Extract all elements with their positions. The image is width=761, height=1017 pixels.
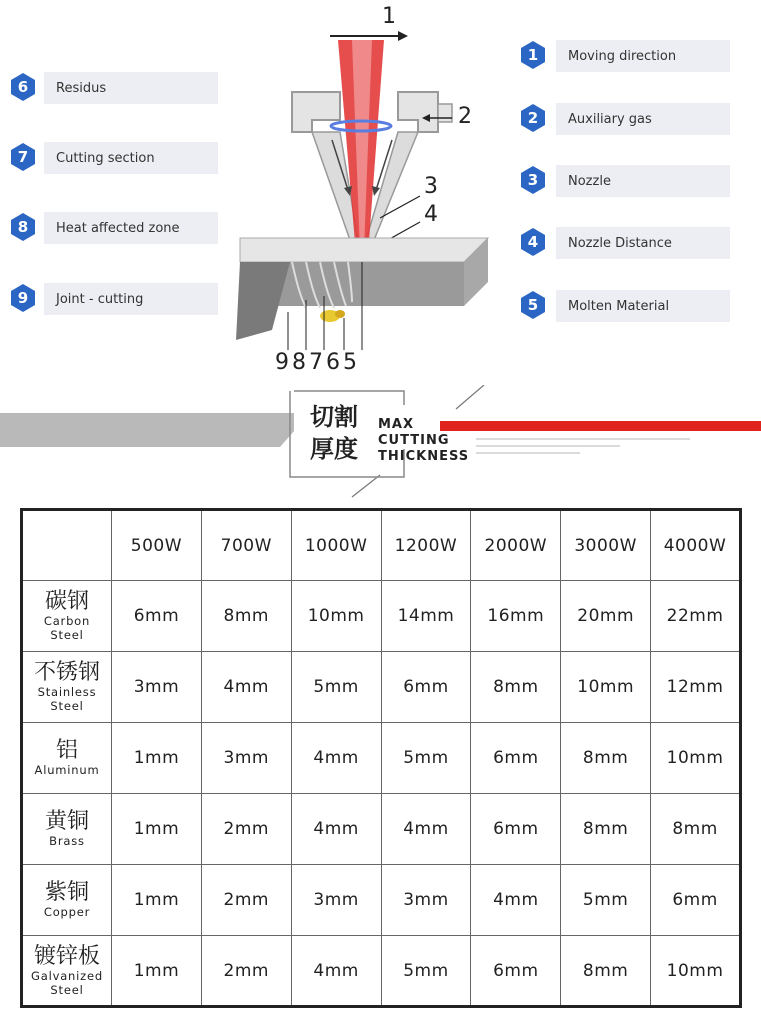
material-name-en: Galvanized [31,968,103,983]
material-name-en: Carbon [43,614,91,628]
legend-label-molten-material: Molten Material [556,290,730,322]
thickness-cell: 2mm [201,794,291,865]
material-name-cn: 镀锌板 [33,943,100,969]
thickness-cell: 4mm [291,723,381,794]
thickness-cell: 5mm [381,936,471,1007]
title-en-line1: MAX [378,417,415,432]
thickness-cell: 6mm [471,794,561,865]
number-4-hexagon-icon: 4 [518,227,548,257]
material-name-cn: 黄铜 [44,809,89,834]
title-cn-line1: 切割 [310,403,358,431]
material-label-cell [22,865,112,936]
material-name-cn: 碳钢 [44,589,89,614]
material-name-cn: 铝 [55,738,78,763]
thickness-cell: 1mm [112,936,202,1007]
thickness-cell: 4mm [471,865,561,936]
diagram-label-1: 1 [382,4,396,29]
thickness-cell: 3mm [112,652,202,723]
title-en-line3: THICKNESS [378,449,470,464]
material-name-en-2: Steel [50,628,84,642]
thickness-cell: 6mm [112,581,202,652]
thickness-cell: 12mm [651,652,741,723]
thickness-cell: 8mm [201,581,291,652]
thickness-cell: 10mm [651,723,741,794]
legend-label-nozzle: Nozzle [556,165,730,197]
number-8-hexagon-icon: 8 [8,212,38,242]
table-row [22,936,741,1007]
thickness-cell: 1mm [112,723,202,794]
thickness-cell: 6mm [651,865,741,936]
table-row [22,794,741,865]
number-3-hexagon-icon: 3 [518,165,548,195]
thickness-cell: 2mm [201,865,291,936]
thickness-cell: 5mm [561,865,651,936]
thickness-cell: 6mm [381,652,471,723]
thickness-cell: 8mm [471,652,561,723]
thickness-cell: 16mm [471,581,561,652]
column-header: 1000W [291,510,381,581]
thickness-cell: 8mm [651,794,741,865]
diagram-label-4: 4 [424,202,438,227]
number-5-hexagon-icon: 5 [518,290,548,320]
legend-label-residus: Residus [44,72,218,104]
legend-label-joint-cutting: Joint - cutting [44,283,218,315]
title-cn-line2: 厚度 [310,435,358,463]
legend-label-moving-direction: Moving direction [556,40,730,72]
table-row [22,652,741,723]
legend-label-heat-affected-zone: Heat affected zone [44,212,218,244]
table-header-row [22,510,741,581]
table-row [22,723,741,794]
thickness-cell: 8mm [561,794,651,865]
thickness-cell: 5mm [381,723,471,794]
column-header: 3000W [561,510,651,581]
thickness-cell: 6mm [471,723,561,794]
thickness-cell: 8mm [561,723,651,794]
number-7-hexagon-icon: 7 [8,142,38,172]
thickness-cell: 1mm [112,865,202,936]
diagram-label-2: 2 [458,104,472,129]
thickness-cell: 10mm [561,652,651,723]
column-header: 500W [112,510,202,581]
material-name-en: Aluminum [34,763,100,777]
number-1-hexagon-icon: 1 [518,40,548,70]
material-name-en-2: Steel [50,699,84,713]
number-9-hexagon-icon: 9 [8,283,38,313]
material-label-cell [22,794,112,865]
material-name-en: Copper [43,905,91,919]
column-header: 1200W [381,510,471,581]
material-name-cn: 不锈钢 [33,660,100,685]
thickness-cell: 4mm [201,652,291,723]
thickness-cell: 3mm [291,865,381,936]
material-label-cell [22,581,112,652]
number-2-hexagon-icon: 2 [518,103,548,133]
thickness-cell: 8mm [561,936,651,1007]
thickness-cell: 10mm [291,581,381,652]
thickness-cell: 14mm [381,581,471,652]
thickness-cell: 22mm [651,581,741,652]
material-name-en-2: Steel [50,982,84,997]
title-en-line2: CUTTING [378,433,450,448]
material-name-en: Stainless [37,685,97,699]
column-header: 4000W [651,510,741,581]
thickness-cell: 20mm [561,581,651,652]
material-label-cell [22,652,112,723]
legend-label-cutting-section: Cutting section [44,142,218,174]
laser-head-illustration [0,0,761,385]
column-header: 700W [201,510,291,581]
column-header: 2000W [471,510,561,581]
legend-label-nozzle-distance: Nozzle Distance [556,227,730,259]
diagram-label-3: 3 [424,174,438,199]
table-row [22,865,741,936]
material-name-en: Brass [49,834,85,848]
thickness-cell: 1mm [112,794,202,865]
legend-label-auxiliary-gas: Auxiliary gas [556,103,730,135]
table-corner-cell [22,510,112,581]
material-label-cell [22,723,112,794]
number-6-hexagon-icon: 6 [8,72,38,102]
thickness-cell: 3mm [381,865,471,936]
table-row [22,581,741,652]
material-label-cell [22,936,112,1007]
thickness-cell: 6mm [471,936,561,1007]
material-name-cn: 紫铜 [44,880,89,905]
thickness-cell: 4mm [291,936,381,1007]
max-cutting-thickness-table [20,508,742,1008]
thickness-cell: 2mm [201,936,291,1007]
diagram-bottom-labels: 98765 [275,350,360,375]
thickness-cell: 10mm [651,936,741,1007]
thickness-cell: 5mm [291,652,381,723]
thickness-cell: 4mm [291,794,381,865]
section-banner [0,385,761,500]
thickness-cell: 4mm [381,794,471,865]
thickness-cell: 3mm [201,723,291,794]
